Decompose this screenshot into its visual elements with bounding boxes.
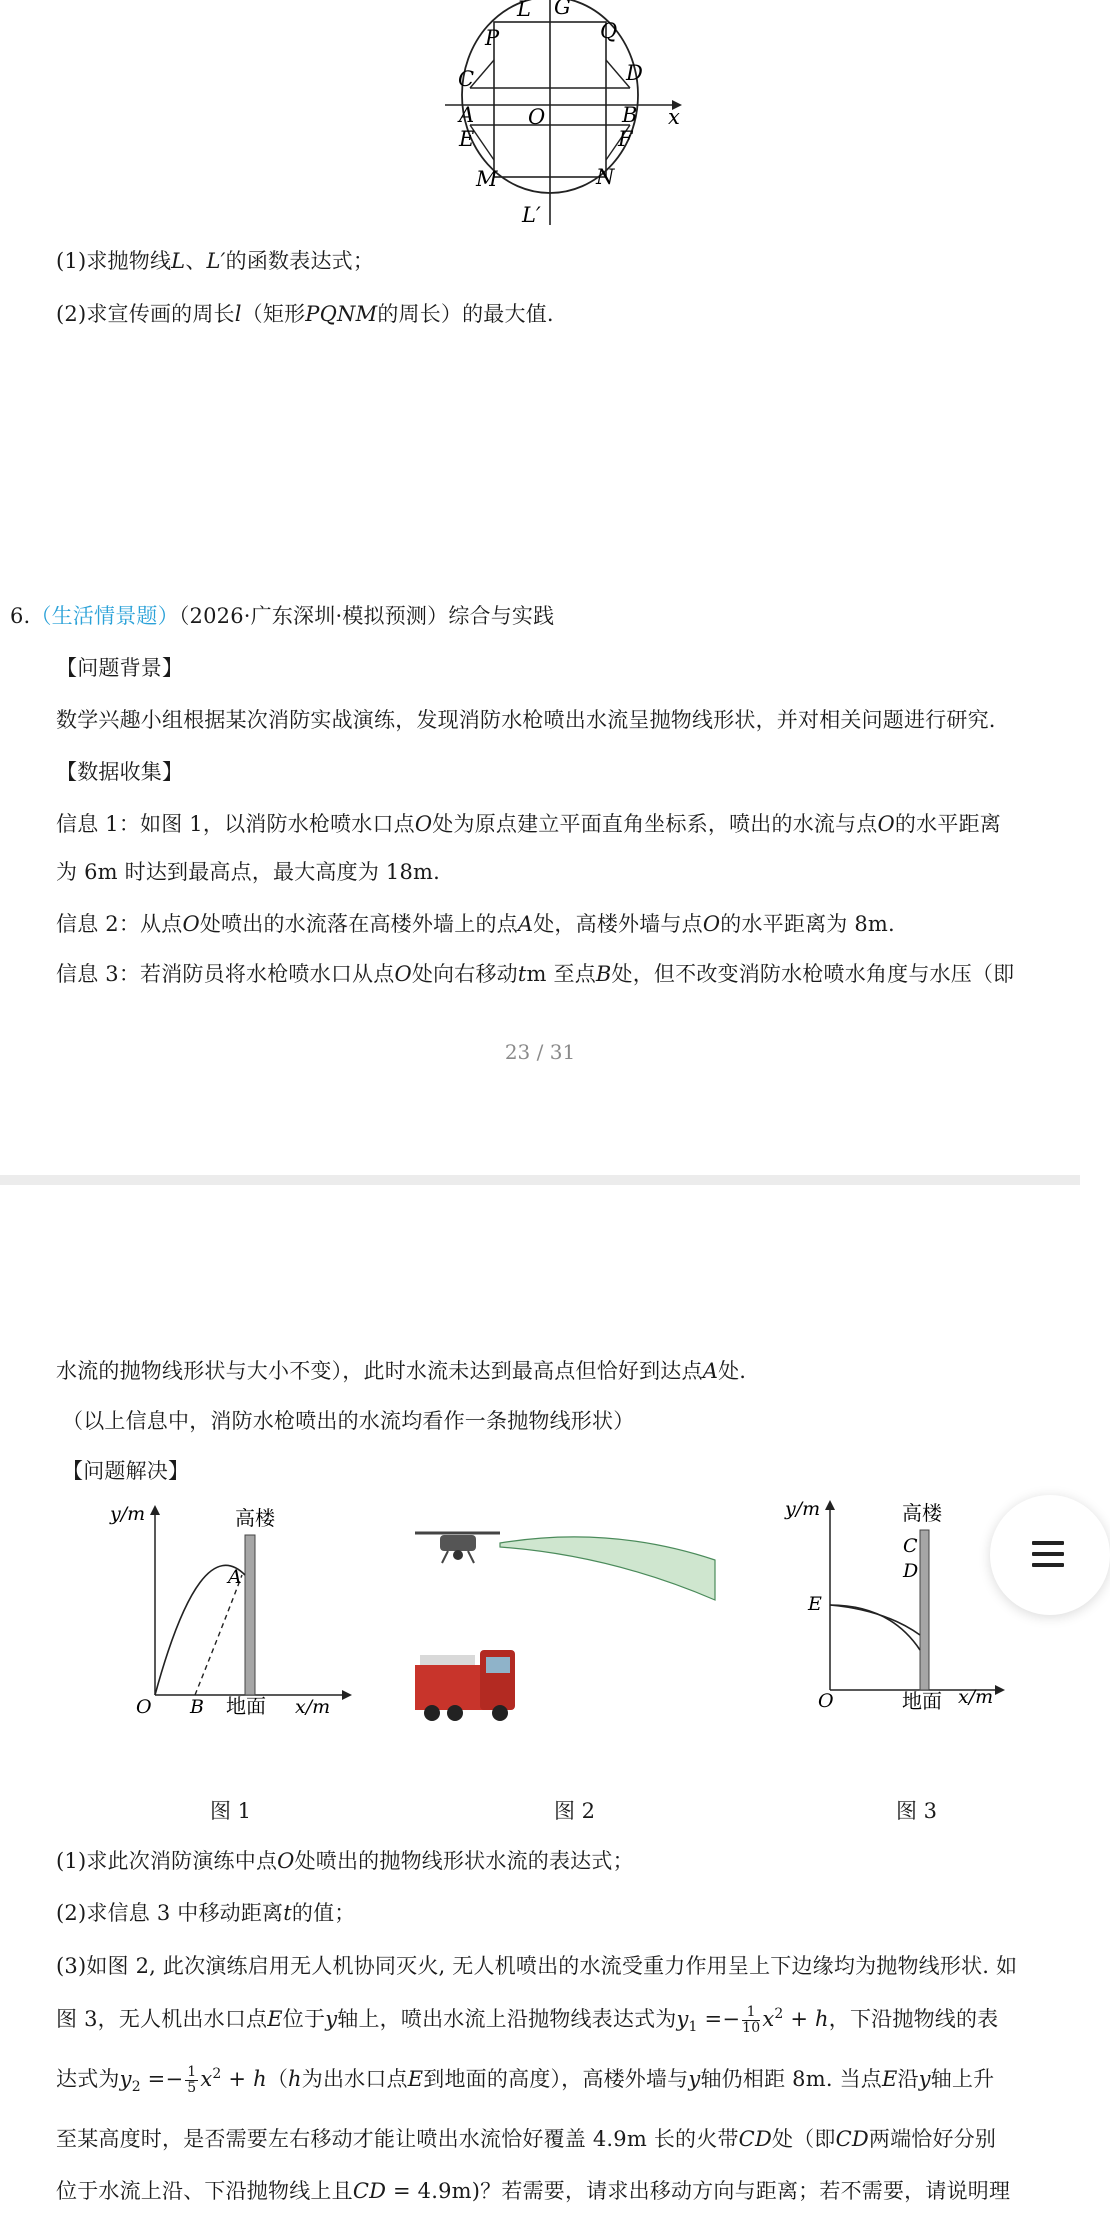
- fig3-label-E: E: [808, 1593, 822, 1615]
- fig3-xlabel: x/m: [958, 1686, 994, 1708]
- q3l2-fraction: [742, 2005, 760, 2036]
- label-B: B: [622, 103, 638, 127]
- p2-l1-b: 处.: [718, 1359, 747, 1383]
- info3-a: 信息 3：若消防员将水枪喷水口从点: [56, 962, 395, 986]
- q3l3-h: + h: [221, 2067, 267, 2091]
- q3l5-CD: CD: [352, 2179, 387, 2203]
- info3-t: t: [517, 962, 527, 986]
- q3l2-b: 位于: [282, 2007, 326, 2031]
- document-page-24: [0, 1185, 1080, 2220]
- q1-Lp: L′: [206, 249, 226, 273]
- q3l3-y2: y: [119, 2067, 132, 2091]
- q1-sep: 、: [185, 249, 207, 273]
- q3l3-fraction: [185, 2065, 198, 2096]
- p2-l1-A: A: [702, 1359, 719, 1383]
- floating-menu-button[interactable]: [990, 1495, 1110, 1615]
- question-2: [56, 298, 554, 328]
- question-1: [56, 245, 374, 275]
- p2q2-t: t: [283, 1901, 292, 1925]
- q3l5-b: = 4.9m)？若需要，请求出移动方向与距离；若不需要，请说明理: [386, 2179, 1011, 2203]
- fig3-building-label: 高楼: [902, 1501, 942, 1525]
- p2-question-1: [56, 1845, 634, 1875]
- ellipse-rectangle-figure: [430, 0, 690, 235]
- q3l4-a: 至某高度时，是否需要左右移动才能让喷出水流恰好覆盖 4.9m 长的火带: [56, 2127, 739, 2151]
- background-heading: 【问题背景】: [56, 656, 184, 680]
- info3-c: m 至点: [526, 962, 596, 986]
- problem-number: 6.: [10, 604, 31, 628]
- q3l2-sub1: 1: [688, 2019, 698, 2036]
- p2-question-3-line-3: [56, 2063, 994, 2096]
- label-E: E: [459, 127, 475, 151]
- label-P: P: [485, 26, 500, 50]
- q3l2-c: 轴上，喷出水流上沿抛物线表达式为: [337, 2007, 677, 2031]
- info1-O: O: [414, 812, 433, 836]
- p2-question-3-line-1: (3)如图 2, 此次演练启用无人机协同灭火, 无人机喷出的水流受重力作用呈上下边缘均为抛物线形状. 如: [56, 1954, 1018, 1978]
- info-1-line-1: [56, 808, 1001, 838]
- q2-l: l: [234, 302, 242, 326]
- fig1-label-A: A: [228, 1566, 242, 1588]
- q3l3-eq: =−: [140, 2067, 184, 2091]
- q3l3-d: 到地面的高度），高楼外墙与: [423, 2067, 689, 2091]
- q3l3-e: 轴仍相距 8m. 当点: [700, 2067, 882, 2091]
- note-line: （以上信息中，消防水枪喷出的水流均看作一条抛物线形状）: [62, 1409, 635, 1433]
- q3l3-g: 轴上升: [930, 2067, 995, 2091]
- q2-mid: （矩形: [241, 302, 306, 326]
- page-number: 23 / 31: [504, 1040, 576, 1064]
- q3l2-h: + h: [783, 2007, 829, 2031]
- info2-O2: O: [702, 912, 721, 936]
- label-G: G: [554, 0, 571, 19]
- q3l2-x: x: [762, 2007, 775, 2031]
- q3l2-y1: y: [676, 2007, 689, 2031]
- label-O: O: [528, 105, 546, 129]
- drone-icon: [415, 1533, 500, 1563]
- p2q1-O: O: [277, 1849, 295, 1873]
- q3l3-num: 1: [187, 2064, 197, 2080]
- fig1-xlabel: x/m: [295, 1696, 331, 1718]
- q3l3-a: 达式为: [56, 2067, 120, 2091]
- info1-O2: O: [877, 812, 895, 836]
- p2-question-3-line-2: [56, 2003, 998, 2036]
- problem-tag: （生活情景题）: [30, 604, 179, 628]
- q3l3-y3: y: [918, 2067, 931, 2091]
- fig3-label-O: O: [818, 1690, 834, 1712]
- label-A: A: [459, 103, 475, 127]
- info1-a: 信息 1：如图 1，以消防水枪喷水口点: [56, 812, 415, 836]
- fig3-caption: 图 3: [896, 1799, 938, 1823]
- info-3: [56, 958, 1014, 988]
- q3l2-E: E: [267, 2007, 283, 2031]
- p2-question-2: [56, 1897, 356, 1927]
- q3l4-c: 两端恰好分别: [868, 2127, 997, 2151]
- fig3-label-D: D: [903, 1560, 919, 1582]
- q3l3-sub2: 2: [131, 2079, 141, 2096]
- q3l3-h2: h: [288, 2067, 302, 2091]
- q2-text: (2)求宣传画的周长: [56, 302, 235, 326]
- q3l3-c: 为出水口点: [301, 2067, 408, 2091]
- info3-b: 处向右移动: [411, 962, 518, 986]
- q1-tail: 的函数表达式；: [225, 249, 375, 273]
- problem-source: （2026·广东深圳·模拟预测）综合与实践: [178, 604, 555, 628]
- q1-text: (1)求抛物线: [56, 249, 172, 273]
- info-1-line-2: 为 6m 时达到最高点，最大高度为 18m.: [56, 860, 441, 884]
- fig1-label-B: B: [190, 1696, 204, 1718]
- info2-b: 处喷出的水流落在高楼外墙上的点: [199, 912, 518, 936]
- solve-heading: 【问题解决】: [62, 1459, 190, 1483]
- label-F: F: [618, 127, 633, 151]
- q2-rect: PQNM: [305, 302, 378, 326]
- q3l2-a: 图 3，无人机出水口点: [56, 2007, 268, 2031]
- figure-1: [110, 1500, 360, 1718]
- q3l5-a: 位于水流上沿、下沿抛物线上且: [56, 2179, 353, 2203]
- q3l4-b: 处（即: [771, 2127, 836, 2151]
- q3l3-E2: E: [881, 2067, 898, 2091]
- figure-2: [410, 1515, 720, 1745]
- info3-O: O: [394, 962, 412, 986]
- p2q1-b: 处喷出的抛物线形状水流的表达式；: [294, 1849, 634, 1873]
- fig1-ground-label: 地面: [226, 1694, 266, 1718]
- q3l3-den: 5: [187, 2080, 197, 2096]
- q3l3-f: 沿: [897, 2067, 919, 2091]
- p2q1-a: (1)求此次消防演练中点: [56, 1849, 278, 1873]
- fig3-ylabel: y/m: [785, 1498, 821, 1520]
- q3l2-eq: =−: [697, 2007, 741, 2031]
- fig3-ground-label: 地面: [902, 1689, 942, 1713]
- label-x: x: [668, 105, 680, 129]
- q3l3-b: （: [266, 2067, 289, 2091]
- q3l3-y: y: [688, 2067, 701, 2091]
- fig3-label-C: C: [903, 1535, 918, 1557]
- label-M: M: [476, 167, 498, 191]
- info2-c: 处，高楼外墙与点: [533, 912, 703, 936]
- info3-B: B: [595, 962, 612, 986]
- info-2: [56, 908, 895, 938]
- q3l4-CD2: CD: [835, 2127, 869, 2151]
- q3l3-E: E: [407, 2067, 424, 2091]
- info1-b: 处为原点建立平面直角坐标系，喷出的水流与点: [432, 812, 878, 836]
- info2-A: A: [517, 912, 534, 936]
- p2-question-3-line-5: [56, 2175, 1010, 2205]
- p2-question-3-line-4: [56, 2123, 996, 2153]
- q3l2-d: ，下沿抛物线的表: [828, 2007, 999, 2031]
- info2-d: 的水平距离为 8m.: [720, 912, 895, 936]
- continuation-line: [56, 1355, 746, 1385]
- q3l2-num: 1: [742, 2005, 760, 2021]
- q3l3-sq: 2: [212, 2066, 222, 2082]
- label-L-prime: L′: [522, 203, 541, 227]
- fig1-ylabel: y/m: [110, 1503, 146, 1525]
- water-stream: [500, 1537, 715, 1600]
- q2-tail: 的周长）的最大值.: [377, 302, 554, 326]
- fig1-caption: 图 1: [210, 1799, 252, 1823]
- info2-a: 信息 2：从点: [56, 912, 183, 936]
- label-C: C: [458, 67, 475, 91]
- label-Q: Q: [600, 19, 618, 43]
- q1-L: L: [171, 249, 186, 273]
- label-N: N: [596, 165, 615, 189]
- label-D: D: [626, 61, 643, 85]
- q3l2-den: 10: [742, 2020, 761, 2036]
- p2q2-a: (2)求信息 3 中移动距离: [56, 1901, 284, 1925]
- p2q2-b: 的值；: [291, 1901, 356, 1925]
- info3-d: 处，但不改变消防水枪喷水角度与水压（即: [611, 962, 1015, 986]
- q3l2-y: y: [325, 2007, 338, 2031]
- fig2-caption: 图 2: [554, 1799, 596, 1823]
- info1-c: 的水平距离: [894, 812, 1001, 836]
- page-separator: [0, 1175, 1080, 1185]
- fig1-building-label: 高楼: [235, 1506, 275, 1530]
- label-L: L: [517, 0, 531, 21]
- q3l2-sq: 2: [774, 2006, 784, 2022]
- fig1-label-O: O: [136, 1696, 152, 1718]
- fire-truck-icon: [415, 1650, 515, 1721]
- figure-3: [785, 1490, 1020, 1715]
- problem-6-header: [10, 600, 554, 630]
- p2-l1-a: 水流的抛物线形状与大小不变），此时水流未达到最高点但恰好到达点: [56, 1359, 703, 1383]
- q3l4-CD: CD: [738, 2127, 772, 2151]
- info2-O: O: [182, 912, 200, 936]
- background-text: 数学兴趣小组根据某次消防实战演练，发现消防水枪喷出水流呈抛物线形状，并对相关问题进行研究.: [56, 708, 996, 732]
- q3l3-x: x: [200, 2067, 213, 2091]
- data-heading: 【数据收集】: [56, 760, 184, 784]
